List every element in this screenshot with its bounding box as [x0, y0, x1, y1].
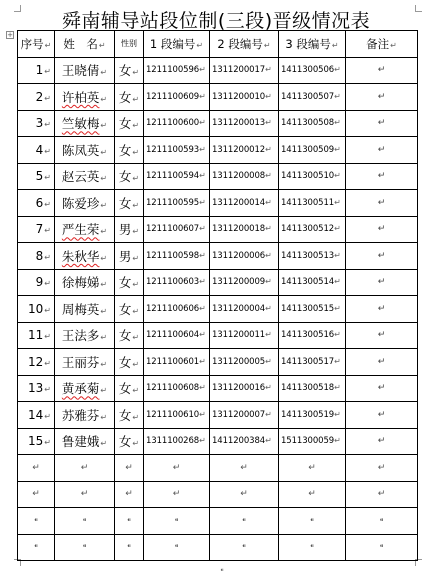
cell-code-1[interactable]: 1211100603↵: [144, 269, 210, 296]
empty-cell-name[interactable]: ↵: [55, 481, 115, 508]
cell-code-2[interactable]: 1311200008↵: [210, 163, 279, 190]
header-cell-sex: 性别: [115, 31, 144, 58]
cell-note[interactable]: ↵: [346, 402, 418, 429]
header-row: [18, 31, 418, 58]
cell-code-2[interactable]: 1311200004↵: [210, 296, 279, 323]
cell-number[interactable]: 1↵: [18, 57, 55, 84]
cell-code-2[interactable]: 1311200016↵: [210, 375, 279, 402]
table-move-handle-icon[interactable]: +: [7, 31, 13, 39]
cell-code-2[interactable]: 1411200384↵: [210, 428, 279, 455]
cell-number[interactable]: 4↵: [18, 137, 55, 164]
cell-number[interactable]: 9↵: [18, 269, 55, 296]
empty-cell-name[interactable]: ⁌: [55, 534, 115, 561]
cell-code-3[interactable]: 1411300506↵: [279, 57, 346, 84]
table-row: [18, 137, 418, 164]
cell-code-1[interactable]: 1211100607↵: [144, 216, 210, 243]
empty-cell-code-3[interactable]: ⁌: [279, 534, 346, 561]
cell-sex[interactable]: 女↵: [115, 110, 144, 137]
cell-code-1[interactable]: 1211100606↵: [144, 296, 210, 323]
cell-code-1[interactable]: 1211100608↵: [144, 375, 210, 402]
empty-cell-number[interactable]: ⁌: [18, 534, 55, 561]
cell-note[interactable]: ↵: [346, 190, 418, 217]
cell-code-1[interactable]: 1211100598↵: [144, 243, 210, 270]
table-row: [18, 110, 418, 137]
empty-cell-code-2[interactable]: ⁌: [210, 534, 279, 561]
cell-name[interactable]: 陈爱珍↵: [55, 190, 115, 217]
cell-sex[interactable]: 女↵: [115, 269, 144, 296]
empty-table-row: [18, 455, 418, 482]
cell-number[interactable]: 7↵: [18, 216, 55, 243]
end-paragraph-mark: ⁌: [220, 566, 224, 575]
table-body: [18, 57, 418, 561]
cell-note[interactable]: ↵: [346, 269, 418, 296]
table-row: [18, 375, 418, 402]
cell-sex[interactable]: 女↵: [115, 163, 144, 190]
cell-code-1[interactable]: 1211100601↵: [144, 349, 210, 376]
cell-name[interactable]: 黄承菊↵: [55, 375, 115, 402]
cell-number[interactable]: 14↵: [18, 402, 55, 429]
cell-code-1[interactable]: 1211100595↵: [144, 190, 210, 217]
header-cell-note: 备注↵: [346, 31, 418, 58]
cell-code-3[interactable]: 1511300059↵: [279, 428, 346, 455]
empty-cell-note[interactable]: ↵: [346, 481, 418, 508]
header-cell-code1: 1 段编号↵: [144, 31, 210, 58]
cell-note[interactable]: ↵: [346, 375, 418, 402]
cell-name[interactable]: 王晓倩↵: [55, 57, 115, 84]
empty-cell-note[interactable]: ⁌: [346, 534, 418, 561]
cell-name[interactable]: 王法多↵: [55, 322, 115, 349]
header-cell-name: 姓 名↵: [55, 31, 115, 58]
cell-sex[interactable]: 女↵: [115, 84, 144, 111]
cell-code-1[interactable]: 1211100604↵: [144, 322, 210, 349]
cell-sex[interactable]: 男↵: [115, 243, 144, 270]
empty-cell-number[interactable]: ↵: [18, 481, 55, 508]
cell-code-1[interactable]: 1211100594↵: [144, 163, 210, 190]
cell-number[interactable]: 15↵: [18, 428, 55, 455]
empty-cell-code-3[interactable]: ⁌: [279, 508, 346, 535]
cell-code-3[interactable]: 1411300519↵: [279, 402, 346, 429]
cell-code-2[interactable]: 1311200018↵: [210, 216, 279, 243]
empty-cell-name[interactable]: ↵: [55, 455, 115, 482]
table-row: [18, 190, 418, 217]
empty-cell-code-1[interactable]: ⁌: [144, 534, 210, 561]
empty-cell-code-1[interactable]: ↵: [144, 455, 210, 482]
cell-sex[interactable]: 女↵: [115, 296, 144, 323]
cell-number[interactable]: 6↵: [18, 190, 55, 217]
empty-table-row: [18, 508, 418, 535]
cell-code-2[interactable]: 1311200010↵: [210, 84, 279, 111]
cell-code-3[interactable]: 1411300513↵: [279, 243, 346, 270]
cell-sex[interactable]: 男↵: [115, 216, 144, 243]
cell-sex[interactable]: 女↵: [115, 137, 144, 164]
cell-code-1[interactable]: 1211100610↵: [144, 402, 210, 429]
empty-cell-sex[interactable]: ⁌: [115, 508, 144, 535]
cell-code-3[interactable]: 1411300515↵: [279, 296, 346, 323]
empty-cell-code-1[interactable]: ↵: [144, 481, 210, 508]
document-title: 舜南辅导站段位制(三段)晋级情况表: [61, 10, 371, 32]
table-row: [18, 216, 418, 243]
cell-code-1[interactable]: 1211100600↵: [144, 110, 210, 137]
cell-note[interactable]: ↵: [346, 349, 418, 376]
cell-name[interactable]: 王丽芬↵: [55, 349, 115, 376]
empty-cell-note[interactable]: ↵: [346, 455, 418, 482]
cell-number[interactable]: 12↵: [18, 349, 55, 376]
grade-table: [17, 30, 418, 561]
cell-code-3[interactable]: 1411300517↵: [279, 349, 346, 376]
table-row: [18, 402, 418, 429]
empty-cell-number[interactable]: ⁌: [18, 508, 55, 535]
cell-name[interactable]: 苏雅芬↵: [55, 402, 115, 429]
cell-code-2[interactable]: 1311200012↵: [210, 137, 279, 164]
cell-sex[interactable]: 女↵: [115, 322, 144, 349]
cell-code-3[interactable]: 1411300510↵: [279, 163, 346, 190]
empty-table-row: [18, 481, 418, 508]
cell-sex[interactable]: 女↵: [115, 375, 144, 402]
cell-code-2[interactable]: 1311200017↵: [210, 57, 279, 84]
cell-name[interactable]: 严生荣↵: [55, 216, 115, 243]
cell-code-2[interactable]: 1311200006↵: [210, 243, 279, 270]
empty-cell-sex[interactable]: ↵: [115, 455, 144, 482]
cell-code-3[interactable]: 1411300514↵: [279, 269, 346, 296]
empty-cell-number[interactable]: ↵: [18, 455, 55, 482]
cell-code-3[interactable]: 1411300508↵: [279, 110, 346, 137]
empty-cell-sex[interactable]: ↵: [115, 481, 144, 508]
cell-code-2[interactable]: 1311200009↵: [210, 269, 279, 296]
cell-number[interactable]: 10↵: [18, 296, 55, 323]
table-row: [18, 243, 418, 270]
cell-number[interactable]: 8↵: [18, 243, 55, 270]
cell-number[interactable]: 13↵: [18, 375, 55, 402]
cell-number[interactable]: 11↵: [18, 322, 55, 349]
cell-note[interactable]: ↵: [346, 322, 418, 349]
cell-sex[interactable]: 女↵: [115, 402, 144, 429]
header-cell-no: 序号↵: [18, 31, 55, 58]
cell-code-2[interactable]: 1311200007↵: [210, 402, 279, 429]
cell-name[interactable]: 赵云英↵: [55, 163, 115, 190]
empty-cell-sex[interactable]: ⁌: [115, 534, 144, 561]
header-cell-code3: 3 段编号↵: [279, 31, 346, 58]
cell-name[interactable]: 周梅英↵: [55, 296, 115, 323]
cell-sex[interactable]: 女↵: [115, 428, 144, 455]
table-row: [18, 428, 418, 455]
empty-cell-code-3[interactable]: ↵: [279, 481, 346, 508]
cell-code-3[interactable]: 1411300512↵: [279, 216, 346, 243]
cell-code-1[interactable]: 1211100609↵: [144, 84, 210, 111]
cell-note[interactable]: ↵: [346, 84, 418, 111]
table-row: [18, 57, 418, 84]
cell-code-1[interactable]: 1211100596↵: [144, 57, 210, 84]
cell-sex[interactable]: 女↵: [115, 349, 144, 376]
cell-number[interactable]: 2↵: [18, 84, 55, 111]
cell-sex[interactable]: 女↵: [115, 190, 144, 217]
cell-note[interactable]: ↵: [346, 428, 418, 455]
table-row: [18, 269, 418, 296]
cell-name[interactable]: 鲁建娥↵: [55, 428, 115, 455]
cell-name[interactable]: 许柏英↵: [55, 84, 115, 111]
cell-note[interactable]: ↵: [346, 57, 418, 84]
empty-cell-code-2[interactable]: ↵: [210, 455, 279, 482]
cell-code-3[interactable]: 1411300511↵: [279, 190, 346, 217]
cell-code-2[interactable]: 1311200014↵: [210, 190, 279, 217]
empty-cell-code-2[interactable]: ↵: [210, 481, 279, 508]
cell-note[interactable]: ↵: [346, 296, 418, 323]
table-row: [18, 163, 418, 190]
empty-cell-code-2[interactable]: ⁌: [210, 508, 279, 535]
cell-code-3[interactable]: 1411300516↵: [279, 322, 346, 349]
cell-name[interactable]: 陈凤英↵: [55, 137, 115, 164]
table-row: [18, 84, 418, 111]
empty-cell-code-3[interactable]: ↵: [279, 455, 346, 482]
cell-number[interactable]: 5↵: [18, 163, 55, 190]
cell-code-2[interactable]: 1311200013↵: [210, 110, 279, 137]
cell-name[interactable]: 朱秋华↵: [55, 243, 115, 270]
cell-code-2[interactable]: 1311200005↵: [210, 349, 279, 376]
table-row: [18, 296, 418, 323]
cell-name[interactable]: 徐梅娣↵: [55, 269, 115, 296]
cell-code-1[interactable]: 1311100268↵: [144, 428, 210, 455]
cell-note[interactable]: ↵: [346, 137, 418, 164]
cell-sex[interactable]: 女↵: [115, 57, 144, 84]
cell-code-1[interactable]: 1211100593↵: [144, 137, 210, 164]
table-row: [18, 349, 418, 376]
cell-note[interactable]: ↵: [346, 163, 418, 190]
cell-code-2[interactable]: 1311200011↵: [210, 322, 279, 349]
cell-note[interactable]: ↵: [346, 216, 418, 243]
table-row: [18, 322, 418, 349]
empty-cell-note[interactable]: ⁌: [346, 508, 418, 535]
empty-cell-code-1[interactable]: ⁌: [144, 508, 210, 535]
cell-number[interactable]: 3↵: [18, 110, 55, 137]
cell-note[interactable]: ↵: [346, 110, 418, 137]
empty-cell-name[interactable]: ⁌: [55, 508, 115, 535]
cell-code-3[interactable]: 1411300509↵: [279, 137, 346, 164]
cell-note[interactable]: ↵: [346, 243, 418, 270]
cell-code-3[interactable]: 1411300518↵: [279, 375, 346, 402]
empty-table-row: [18, 534, 418, 561]
cell-code-3[interactable]: 1411300507↵: [279, 84, 346, 111]
header-cell-code2: 2 段编号↵: [210, 31, 279, 58]
cell-name[interactable]: 竺敏梅↵: [55, 110, 115, 137]
